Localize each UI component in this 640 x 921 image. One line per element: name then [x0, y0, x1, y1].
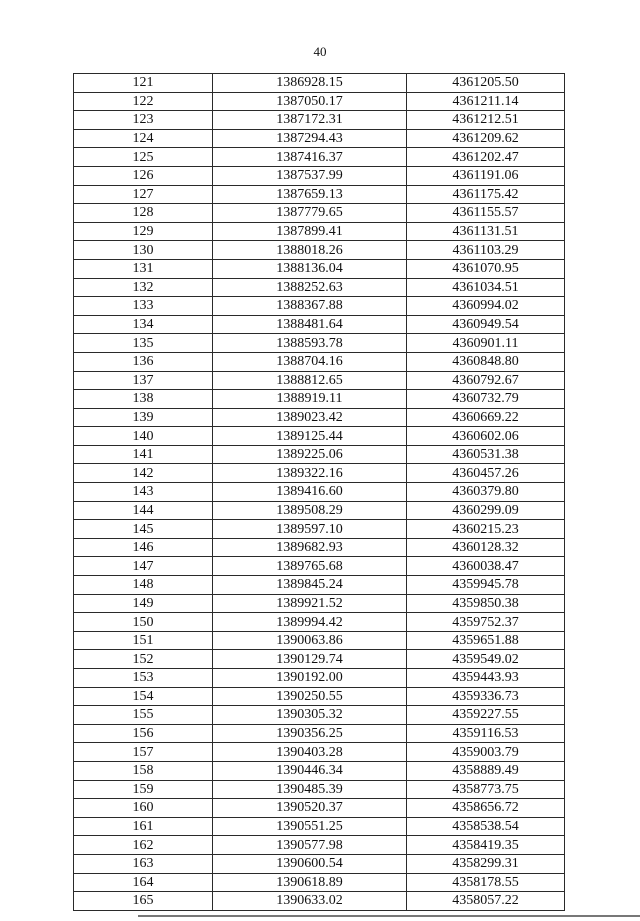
point-number-cell: 156 [74, 724, 213, 743]
point-number-cell: 152 [74, 650, 213, 669]
table-row [74, 743, 565, 762]
point-number-cell: 123 [74, 111, 213, 130]
coordinates-table-body [74, 74, 565, 911]
table-row [74, 427, 565, 446]
y-coordinate-cell: 4361191.06 [407, 166, 565, 185]
y-coordinate-cell: 4358299.31 [407, 854, 565, 873]
table-row [74, 594, 565, 613]
point-number-cell: 127 [74, 185, 213, 204]
table-row [74, 761, 565, 780]
table-row [74, 873, 565, 892]
y-coordinate-cell: 4360215.23 [407, 520, 565, 539]
point-number-cell: 142 [74, 464, 213, 483]
x-coordinate-cell: 1390192.00 [213, 669, 407, 688]
x-coordinate-cell: 1389765.68 [213, 557, 407, 576]
x-coordinate-cell: 1390577.98 [213, 836, 407, 855]
x-coordinate-cell: 1390618.89 [213, 873, 407, 892]
y-coordinate-cell: 4361131.51 [407, 222, 565, 241]
y-coordinate-cell: 4359850.38 [407, 594, 565, 613]
point-number-cell: 149 [74, 594, 213, 613]
y-coordinate-cell: 4361202.47 [407, 148, 565, 167]
page-bottom-edge-line [138, 915, 640, 917]
point-number-cell: 154 [74, 687, 213, 706]
point-number-cell: 122 [74, 92, 213, 111]
y-coordinate-cell: 4361175.42 [407, 185, 565, 204]
table-row [74, 892, 565, 911]
point-number-cell: 133 [74, 297, 213, 316]
y-coordinate-cell: 4359752.37 [407, 613, 565, 632]
table-row [74, 817, 565, 836]
point-number-cell: 128 [74, 204, 213, 223]
point-number-cell: 136 [74, 352, 213, 371]
y-coordinate-cell: 4360128.32 [407, 538, 565, 557]
table-row [74, 483, 565, 502]
point-number-cell: 159 [74, 780, 213, 799]
y-coordinate-cell: 4360732.79 [407, 390, 565, 409]
x-coordinate-cell: 1390403.28 [213, 743, 407, 762]
x-coordinate-cell: 1387294.43 [213, 129, 407, 148]
x-coordinate-cell: 1387416.37 [213, 148, 407, 167]
point-number-cell: 145 [74, 520, 213, 539]
y-coordinate-cell: 4360792.67 [407, 371, 565, 390]
x-coordinate-cell: 1389921.52 [213, 594, 407, 613]
y-coordinate-cell: 4360901.11 [407, 334, 565, 353]
x-coordinate-cell: 1390305.32 [213, 706, 407, 725]
table-row [74, 111, 565, 130]
y-coordinate-cell: 4360038.47 [407, 557, 565, 576]
point-number-cell: 138 [74, 390, 213, 409]
y-coordinate-cell: 4359116.53 [407, 724, 565, 743]
table-row [74, 352, 565, 371]
table-row [74, 185, 565, 204]
table-row [74, 687, 565, 706]
table-row [74, 278, 565, 297]
point-number-cell: 121 [74, 74, 213, 93]
y-coordinate-cell: 4359549.02 [407, 650, 565, 669]
table-row [74, 297, 565, 316]
point-number-cell: 141 [74, 445, 213, 464]
table-row [74, 780, 565, 799]
table-row [74, 520, 565, 539]
point-number-cell: 146 [74, 538, 213, 557]
x-coordinate-cell: 1387779.65 [213, 204, 407, 223]
table-row [74, 371, 565, 390]
x-coordinate-cell: 1390356.25 [213, 724, 407, 743]
x-coordinate-cell: 1390446.34 [213, 761, 407, 780]
x-coordinate-cell: 1390129.74 [213, 650, 407, 669]
x-coordinate-cell: 1389322.16 [213, 464, 407, 483]
point-number-cell: 157 [74, 743, 213, 762]
x-coordinate-cell: 1389845.24 [213, 576, 407, 595]
y-coordinate-cell: 4358178.55 [407, 873, 565, 892]
point-number-cell: 151 [74, 631, 213, 650]
table-row [74, 538, 565, 557]
x-coordinate-cell: 1390485.39 [213, 780, 407, 799]
point-number-cell: 161 [74, 817, 213, 836]
x-coordinate-cell: 1390633.02 [213, 892, 407, 911]
y-coordinate-cell: 4358057.22 [407, 892, 565, 911]
y-coordinate-cell: 4361155.57 [407, 204, 565, 223]
point-number-cell: 155 [74, 706, 213, 725]
x-coordinate-cell: 1389023.42 [213, 408, 407, 427]
x-coordinate-cell: 1388704.16 [213, 352, 407, 371]
y-coordinate-cell: 4359443.93 [407, 669, 565, 688]
y-coordinate-cell: 4360949.54 [407, 315, 565, 334]
x-coordinate-cell: 1387050.17 [213, 92, 407, 111]
point-number-cell: 132 [74, 278, 213, 297]
table-row [74, 669, 565, 688]
table-row [74, 464, 565, 483]
y-coordinate-cell: 4360531.38 [407, 445, 565, 464]
coordinates-table [73, 73, 565, 911]
x-coordinate-cell: 1387172.31 [213, 111, 407, 130]
y-coordinate-cell: 4359227.55 [407, 706, 565, 725]
x-coordinate-cell: 1386928.15 [213, 74, 407, 93]
x-coordinate-cell: 1388252.63 [213, 278, 407, 297]
table-row [74, 204, 565, 223]
y-coordinate-cell: 4361209.62 [407, 129, 565, 148]
y-coordinate-cell: 4361211.14 [407, 92, 565, 111]
x-coordinate-cell: 1388367.88 [213, 297, 407, 316]
table-row [74, 706, 565, 725]
table-row [74, 334, 565, 353]
point-number-cell: 129 [74, 222, 213, 241]
y-coordinate-cell: 4361103.29 [407, 241, 565, 260]
y-coordinate-cell: 4358773.75 [407, 780, 565, 799]
table-row [74, 74, 565, 93]
x-coordinate-cell: 1390063.86 [213, 631, 407, 650]
table-row [74, 854, 565, 873]
point-number-cell: 135 [74, 334, 213, 353]
table-row [74, 148, 565, 167]
y-coordinate-cell: 4359945.78 [407, 576, 565, 595]
point-number-cell: 153 [74, 669, 213, 688]
table-row [74, 836, 565, 855]
point-number-cell: 163 [74, 854, 213, 873]
point-number-cell: 137 [74, 371, 213, 390]
x-coordinate-cell: 1388018.26 [213, 241, 407, 260]
x-coordinate-cell: 1388481.64 [213, 315, 407, 334]
y-coordinate-cell: 4358889.49 [407, 761, 565, 780]
y-coordinate-cell: 4360994.02 [407, 297, 565, 316]
table-row [74, 631, 565, 650]
table-row [74, 650, 565, 669]
x-coordinate-cell: 1389125.44 [213, 427, 407, 446]
y-coordinate-cell: 4361212.51 [407, 111, 565, 130]
x-coordinate-cell: 1390520.37 [213, 799, 407, 818]
point-number-cell: 139 [74, 408, 213, 427]
x-coordinate-cell: 1387899.41 [213, 222, 407, 241]
point-number-cell: 126 [74, 166, 213, 185]
point-number-cell: 144 [74, 501, 213, 520]
table-row [74, 576, 565, 595]
y-coordinate-cell: 4360299.09 [407, 501, 565, 520]
x-coordinate-cell: 1388593.78 [213, 334, 407, 353]
table-row [74, 92, 565, 111]
x-coordinate-cell: 1390551.25 [213, 817, 407, 836]
y-coordinate-cell: 4361205.50 [407, 74, 565, 93]
table-row [74, 613, 565, 632]
point-number-cell: 134 [74, 315, 213, 334]
page-number: 40 [313, 44, 327, 59]
point-number-cell: 158 [74, 761, 213, 780]
table-row [74, 557, 565, 576]
y-coordinate-cell: 4359336.73 [407, 687, 565, 706]
point-number-cell: 130 [74, 241, 213, 260]
x-coordinate-cell: 1389225.06 [213, 445, 407, 464]
point-number-cell: 147 [74, 557, 213, 576]
y-coordinate-cell: 4358656.72 [407, 799, 565, 818]
table-row [74, 390, 565, 409]
table-row [74, 222, 565, 241]
x-coordinate-cell: 1387659.13 [213, 185, 407, 204]
point-number-cell: 164 [74, 873, 213, 892]
table-row [74, 241, 565, 260]
table-row [74, 315, 565, 334]
x-coordinate-cell: 1388136.04 [213, 259, 407, 278]
point-number-cell: 140 [74, 427, 213, 446]
y-coordinate-cell: 4360669.22 [407, 408, 565, 427]
y-coordinate-cell: 4360379.80 [407, 483, 565, 502]
y-coordinate-cell: 4361034.51 [407, 278, 565, 297]
x-coordinate-cell: 1388812.65 [213, 371, 407, 390]
point-number-cell: 124 [74, 129, 213, 148]
y-coordinate-cell: 4358419.35 [407, 836, 565, 855]
table-row [74, 501, 565, 520]
x-coordinate-cell: 1389508.29 [213, 501, 407, 520]
table-row [74, 724, 565, 743]
y-coordinate-cell: 4361070.95 [407, 259, 565, 278]
x-coordinate-cell: 1389597.10 [213, 520, 407, 539]
y-coordinate-cell: 4360848.80 [407, 352, 565, 371]
point-number-cell: 143 [74, 483, 213, 502]
point-number-cell: 148 [74, 576, 213, 595]
point-number-cell: 160 [74, 799, 213, 818]
table-row [74, 166, 565, 185]
point-number-cell: 131 [74, 259, 213, 278]
point-number-cell: 150 [74, 613, 213, 632]
x-coordinate-cell: 1389416.60 [213, 483, 407, 502]
table-row [74, 129, 565, 148]
table-row [74, 408, 565, 427]
point-number-cell: 165 [74, 892, 213, 911]
y-coordinate-cell: 4358538.54 [407, 817, 565, 836]
y-coordinate-cell: 4359651.88 [407, 631, 565, 650]
table-row [74, 799, 565, 818]
table-row [74, 259, 565, 278]
x-coordinate-cell: 1389994.42 [213, 613, 407, 632]
point-number-cell: 162 [74, 836, 213, 855]
table-row [74, 445, 565, 464]
point-number-cell: 125 [74, 148, 213, 167]
x-coordinate-cell: 1388919.11 [213, 390, 407, 409]
y-coordinate-cell: 4360457.26 [407, 464, 565, 483]
x-coordinate-cell: 1390600.54 [213, 854, 407, 873]
y-coordinate-cell: 4360602.06 [407, 427, 565, 446]
x-coordinate-cell: 1387537.99 [213, 166, 407, 185]
x-coordinate-cell: 1390250.55 [213, 687, 407, 706]
y-coordinate-cell: 4359003.79 [407, 743, 565, 762]
x-coordinate-cell: 1389682.93 [213, 538, 407, 557]
